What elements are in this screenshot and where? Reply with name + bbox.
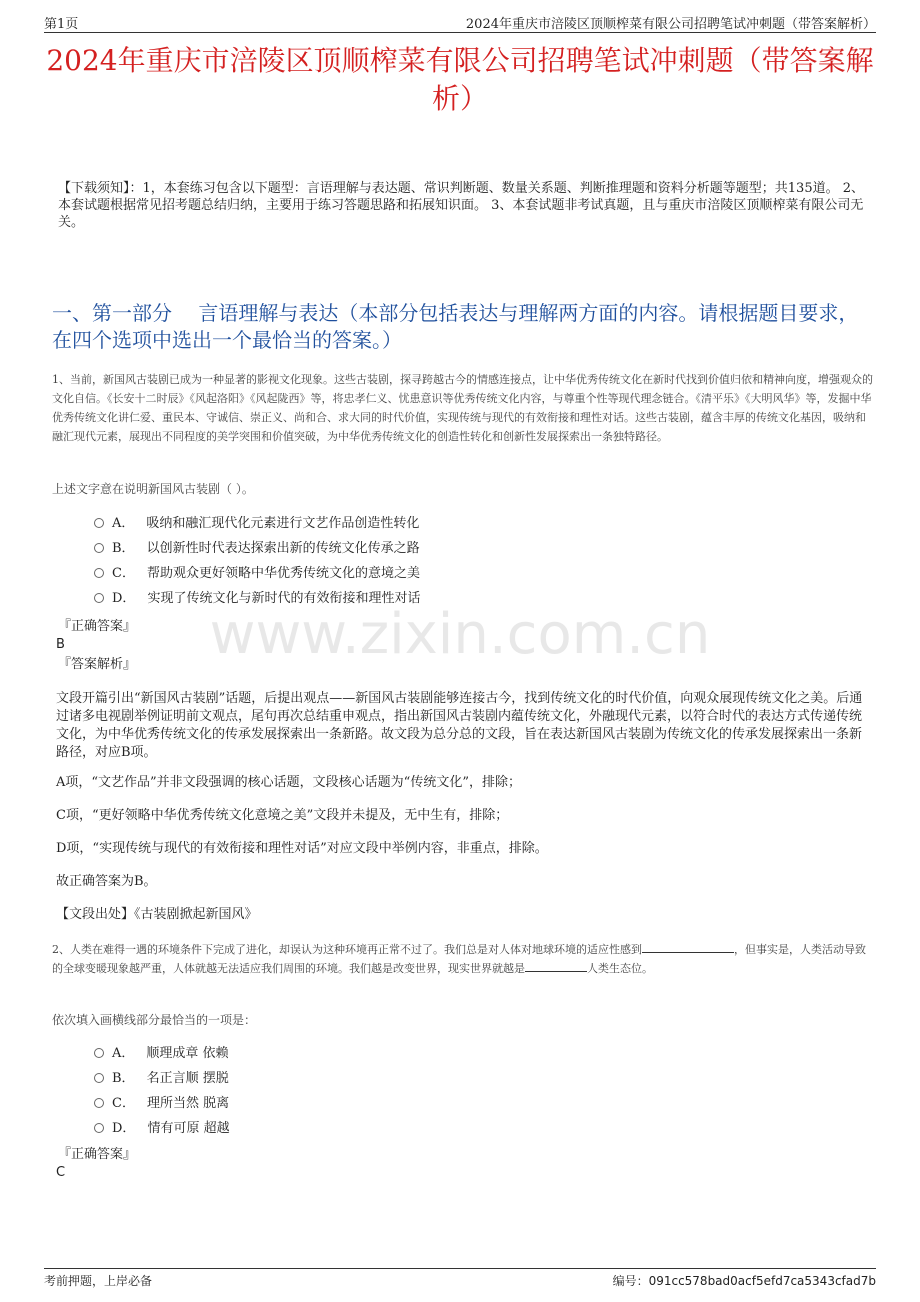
question-1-stem: 上述文字意在说明新国风古装剧（ ）。: [52, 482, 254, 496]
option-c[interactable]: C． 帮助观众更好领略中华优秀传统文化的意境之美: [94, 561, 420, 586]
answer-value: C: [56, 1165, 66, 1180]
radio-icon[interactable]: [94, 1123, 104, 1133]
analysis-paragraph: C项，“更好领略中华优秀传统文化意境之美”文段并未提及，无中生有，排除；: [56, 808, 509, 823]
option-b[interactable]: B． 名正言顺 摆脱: [94, 1066, 230, 1091]
radio-icon[interactable]: [94, 1098, 104, 1108]
footer-slogan: 考前押题，上岸必备: [44, 1274, 153, 1288]
question-1-options: [94, 511, 420, 611]
radio-icon[interactable]: [94, 1048, 104, 1058]
option-c[interactable]: C． 理所当然 脱离: [94, 1091, 230, 1116]
radio-icon[interactable]: [94, 568, 104, 578]
download-notice: 【下载须知】：1，本套练习包含以下题型：言语理解与表达题、常识判断题、数量关系题、判断推理题和资料分析题等题型；共135道。 2、本套试题根据常见招考题总结归纳，主要用于练习答题思路和拓展知识面。 3、本套试题非考试真题，且与重庆市涪陵区顶顺榨菜有限公司无关。: [58, 181, 864, 230]
page-footer: [44, 1268, 876, 1289]
answer-label: 『正确答案』: [58, 1147, 137, 1162]
option-d[interactable]: D． 实现了传统文化与新时代的有效衔接和理性对话: [94, 586, 420, 611]
answer-label: 『正确答案』: [58, 619, 137, 634]
option-b[interactable]: B． 以创新性时代表达探索出新的传统文化传承之路: [94, 536, 420, 561]
question-2-passage: 2、人类在难得一遇的环境条件下完成了进化，却误认为这种环境再正常不过了。我们总是对人体对地球环境的适应性感到 ，但事实是，人类活动导致的全球变暖现象越严重，人体就越无法适应我们周围的环境。我们越是改变世界，现实世界就越是 人类生态位。: [52, 943, 866, 975]
watermark: www.zixin.com.cn: [209, 602, 711, 667]
option-a[interactable]: A． 顺理成章 依赖: [94, 1041, 230, 1066]
analysis-paragraph: 文段开篇引出“新国风古装剧”话题，后提出观点——新国风古装剧能够连接古今，找到传统文化的时代价值，向观众展现传统文化之美。后通过诸多电视剧举例证明前文观点，尾句再次总结重申观点，指出新国风古装剧内蕴传统文化，外融现代元素，以符合时代的表达方式传递传统文化，为中华优秀传统文化的传承发展探索出一条新路。故文段为总分总的文段，旨在表达新国风古装剧为传统文化的传承发展探索出一条新路径，对应B项。: [56, 691, 863, 760]
fill-blank-2: [525, 960, 587, 972]
analysis-paragraph: A项，“文艺作品”并非文段强调的核心话题，文段核心话题为“传统文化”，排除；: [56, 775, 521, 790]
analysis-paragraph: D项，“实现传统与现代的有效衔接和理性对话”对应文段中举例内容，非重点，排除。: [56, 841, 548, 856]
answer-value: B: [56, 637, 65, 652]
section-title: 一、第一部分 言语理解与表达（本部分包括表达与理解两方面的内容。请根据题目要求，在四个选项中选出一个最恰当的答案。）: [52, 301, 859, 352]
document-id: 编号：091cc578bad0acf5efd7ca5343cfad7b: [612, 1274, 876, 1288]
header-doc-title: 2024年重庆市涪陵区顶顺榨菜有限公司招聘笔试冲刺题（带答案解析）: [465, 17, 876, 32]
document-title: 2024年重庆市涪陵区顶顺榨菜有限公司招聘笔试冲刺题（带答案解析）: [46, 44, 874, 115]
question-1-passage: 1、当前，新国风古装剧已成为一种显著的影视文化现象。这些古装剧，探寻跨越古今的情感连接点，让中华优秀传统文化在新时代找到价值归依和精神向度，增强观众的文化自信。《长安十二时辰》《风起洛阳》《风起陇西》等，将忠孝仁义、忧患意识等优秀传统文化内容，与尊重个性等现代理念链合。《清平乐》《大明风华》等，发掘中华优秀传统文化讲仁爱、重民本、守诚信、崇正义、尚和合、求大同的时代价值，实现传统与现代的有效衔接和理性对话。这些古装剧，蕴含丰厚的传统文化基因，吸纳和融汇现代元素，展现出不同程度的美学突围和价值突破，为中华优秀传统文化的创造性转化和创新性发展探索出一条独特路径。: [52, 373, 873, 443]
radio-icon[interactable]: [94, 543, 104, 553]
fill-blank-1: [642, 941, 734, 953]
radio-icon[interactable]: [94, 1073, 104, 1083]
option-a[interactable]: A． 吸纳和融汇现代化元素进行文艺作品创造性转化: [94, 511, 420, 536]
page-header: [44, 10, 876, 33]
page-number: 第1页: [44, 17, 79, 32]
option-d[interactable]: D． 情有可原 超越: [94, 1116, 230, 1141]
analysis-paragraph: 故正确答案为B。: [56, 874, 157, 889]
question-2-stem: 依次填入画横线部分最恰当的一项是：: [52, 1013, 257, 1027]
radio-icon[interactable]: [94, 518, 104, 528]
passage-source: 【文段出处】《古装剧掀起新国风》: [56, 907, 258, 922]
question-2-options: [94, 1041, 230, 1141]
analysis-label: 『答案解析』: [58, 657, 137, 672]
